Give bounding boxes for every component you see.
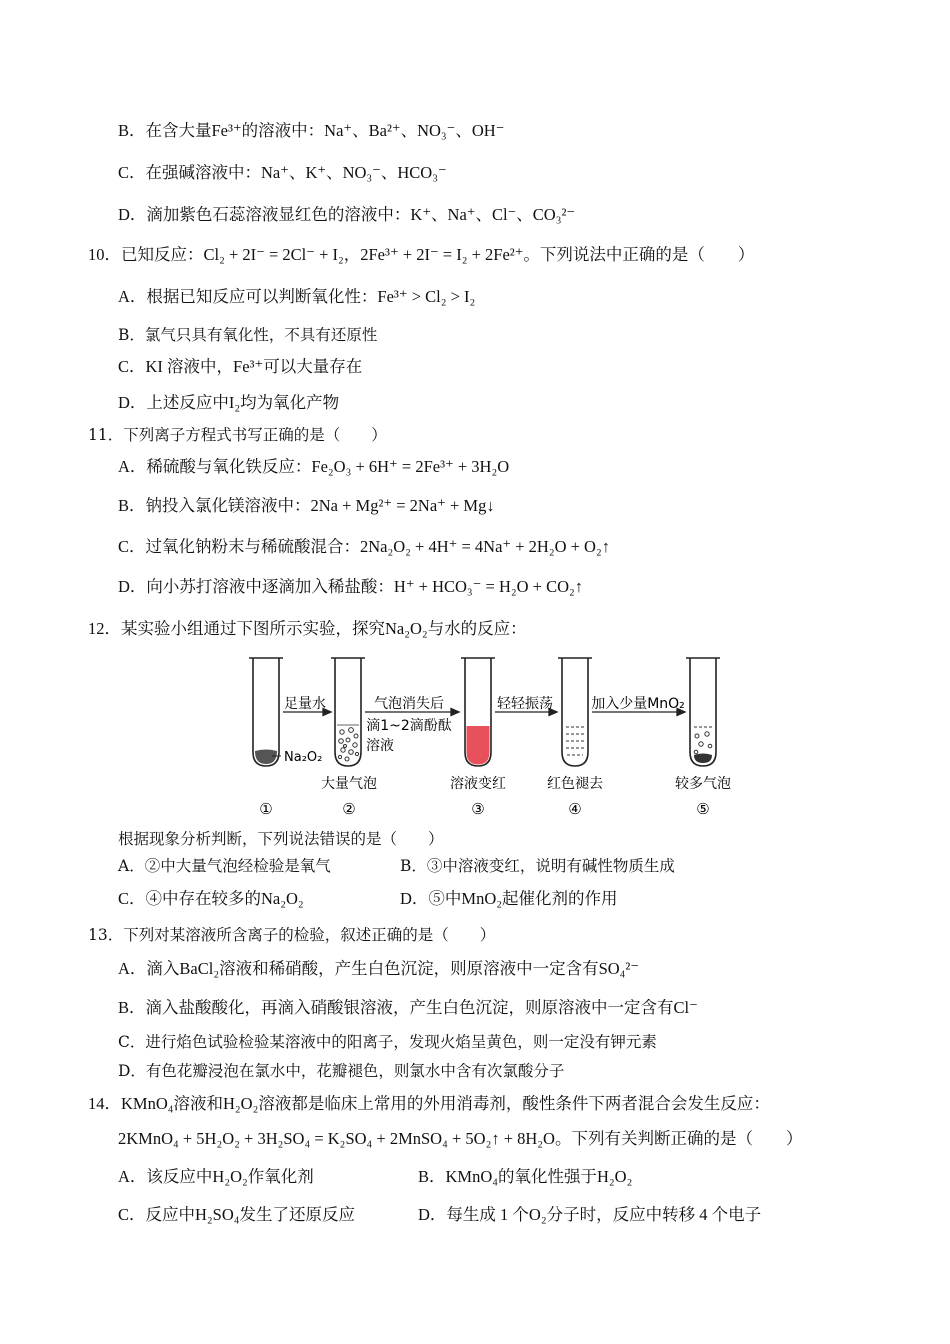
bubbles-tube-5 [694,727,712,754]
na2o2-residue [255,750,277,765]
label-tube-3: 溶液变红 [450,776,506,792]
q12-option-b: B．③中溶液变红，说明有碱性物质生成 [400,857,675,875]
q13-option-a: A．滴入BaCl₂溶液和稀硝酸，产生白色沉淀，则原溶液中一定含有SO₄²⁻ [118,959,640,978]
label-tube-5: 较多气泡 [675,776,731,792]
reagent-label: Na₂O₂ [284,750,323,765]
step-label-2c: 溶液 [366,738,394,754]
q12-option-c: C．④中存在较多的Na₂O₂ [118,889,304,908]
number-5: ⑤ [696,800,710,818]
q13-option-b: B．滴入盐酸酸化，再滴入硝酸银溶液，产生白色沉淀，则原溶液中一定含有Cl⁻ [118,998,698,1017]
q14-option-d: D．每生成 1 个O₂分子时，反应中转移 4 个电子 [418,1205,762,1224]
step-label-2b: 滴1~2滴酚酞 [366,718,452,734]
number-3: ③ [471,800,485,818]
q12-option-a: A．②中大量气泡经检验是氧气 [118,857,331,875]
number-2: ② [342,800,356,818]
step-label-2a: 气泡消失后 [374,696,444,712]
q14-option-a: A．该反应中H₂O₂作氧化剂 [118,1167,314,1186]
bubbles-tube-2 [338,728,358,761]
number-1: ① [259,800,273,818]
label-tube-2: 大量气泡 [321,776,377,792]
step-label-1: 足量水 [284,696,326,712]
q10-option-a: A．根据已知反应可以判断氧化性：Fe³⁺ > Cl₂ > I₂ [118,287,476,306]
q11-option-b: B．钠投入氯化镁溶液中：2Na + Mg²⁺ = 2Na⁺ + Mg↓ [118,496,495,515]
question-11-stem: 11．下列离子方程式书写正确的是（ ） [88,426,387,444]
experiment-figure [245,652,745,822]
step-label-3: 轻轻振荡 [497,696,553,712]
q9-option-c: C．在强碱溶液中：Na⁺、K⁺、NO₃⁻、HCO₃⁻ [118,163,447,182]
question-13-stem: 13．下列对某溶液所含离子的检验，叙述正确的是（ ） [88,926,496,944]
red-solution [467,726,490,765]
q14-option-b: B．KMnO₄的氧化性强于H₂O₂ [418,1167,633,1186]
q11-option-d: D．向小苏打溶液中逐滴加入稀盐酸：H⁺ + HCO₃⁻ = H₂O + CO₂↑ [118,577,584,596]
number-4: ④ [568,800,582,818]
test-tube-5 [690,658,716,766]
q11-option-a: A．稀硫酸与氧化铁反应：Fe₂O₃ + 6H⁺ = 2Fe³⁺ + 3H₂O [118,457,510,476]
q10-option-d: D．上述反应中I₂均为氧化产物 [118,393,340,412]
test-tube-2 [335,658,361,766]
q9-option-d: D．滴加紫色石蕊溶液显红色的溶液中：K⁺、Na⁺、Cl⁻、CO₃²⁻ [118,205,576,224]
q14-equation: 2KMnO₄ + 5H₂O₂ + 3H₂SO₄ = K₂SO₄ + 2MnSO₄ + 5O₂↑ + 8H₂O。下列有关判断正确的是（ ） [118,1129,803,1148]
q11-option-c: C．过氧化钠粉末与稀硫酸混合：2Na₂O₂ + 4H⁺ = 4Na⁺ + 2H₂O + O₂↑ [118,537,610,556]
q9-option-b: B．在含大量Fe³⁺的溶液中：Na⁺、Ba²⁺、NO₃⁻、OH⁻ [118,121,505,140]
question-10-stem: 10．已知反应：Cl₂ + 2I⁻ = 2Cl⁻ + I₂，2Fe³⁺ + 2I⁻ = I₂ + 2Fe²⁺。下列说法中正确的是（ ） [88,245,755,264]
step-label-4: 加入少量MnO₂ [591,696,685,712]
question-14-stem: 14．KMnO₄溶液和H₂O₂溶液都是临床上常用的外用消毒剂，酸性条件下两者混合会发生反应： [88,1094,770,1113]
label-tube-4: 红色褪去 [547,776,603,792]
q12-option-d: D．⑤中MnO₂起催化剂的作用 [400,889,618,908]
q13-option-d: D．有色花瓣浸泡在氯水中，花瓣褪色，则氯水中含有次氯酸分子 [118,1062,565,1080]
test-tube-4 [562,658,588,766]
q10-option-b: B．氯气只具有氧化性，不具有还原性 [118,326,378,344]
q13-option-c: C．进行焰色试验检验某溶液中的阳离子，发现火焰呈黄色，则一定没有钾元素 [118,1033,657,1051]
q12-prompt: 根据现象分析判断，下列说法错误的是（ ） [118,830,444,848]
question-12-stem: 12．某实验小组通过下图所示实验，探究Na₂O₂与水的反应： [88,619,527,638]
clear-solution-lines [566,727,584,755]
q14-option-c: C．反应中H₂SO₄发生了还原反应 [118,1205,356,1224]
q10-option-c: C．KI 溶液中，Fe³⁺可以大量存在 [118,357,363,376]
